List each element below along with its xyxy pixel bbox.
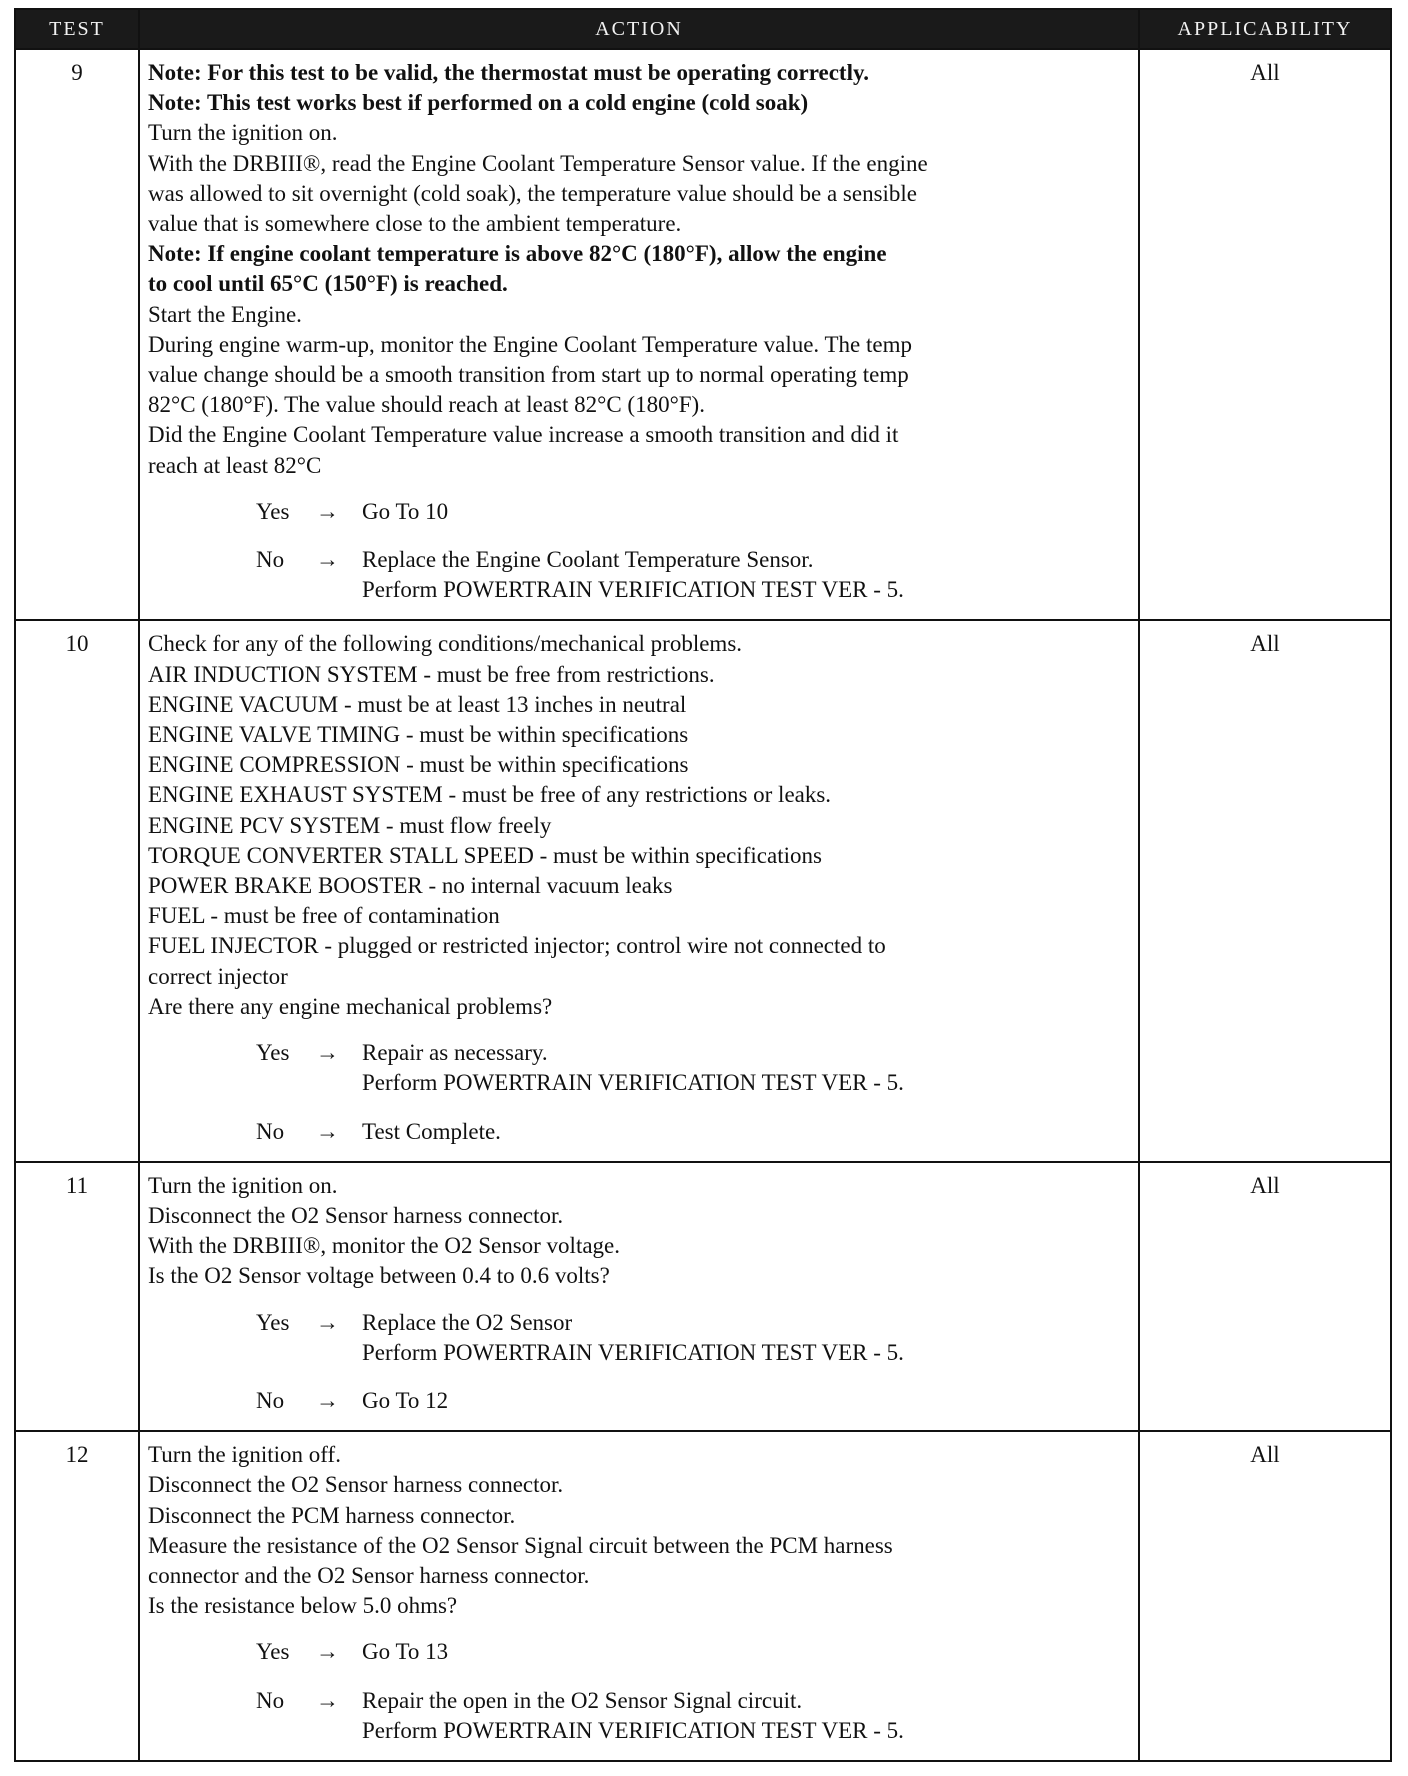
instruction-line: Is the O2 Sensor voltage between 0.4 to 0.6 volts? (148, 1263, 610, 1289)
instruction-line: Are there any engine mechanical problems? (148, 993, 553, 1019)
arrow-right-icon: → (316, 1387, 339, 1413)
outcome-no-label: No (256, 1118, 285, 1144)
arrow-right-icon: → (316, 1309, 339, 1335)
outcome-yes-result (362, 1038, 1130, 1098)
instruction-line: Check for any of the following conditions/mechanical problems. (148, 631, 743, 657)
test-number: 10 (15, 620, 139, 1161)
result-line: Go To 12 (362, 1387, 449, 1413)
test-table (14, 8, 1392, 1762)
action-cell (139, 1162, 1139, 1431)
action-cell (139, 620, 1139, 1161)
instruction-line: FUEL INJECTOR - plugged or restricted injector; control wire not connected to (148, 933, 886, 959)
instruction-line: ENGINE COMPRESSION - must be within specifications (148, 752, 689, 778)
test-number: 11 (15, 1162, 139, 1431)
result-line: Go To 10 (362, 498, 449, 524)
arrow-right-icon: → (316, 1040, 339, 1066)
applicability-cell: All (1139, 1431, 1391, 1761)
outcome-yes (148, 1637, 1130, 1667)
table-row (15, 1162, 1391, 1431)
instruction-line: 82°C (180°F). The value should reach at least 82°C (180°F). (148, 392, 705, 418)
header-applicability: APPLICABILITY (1139, 9, 1391, 49)
outcome-yes (148, 1038, 1130, 1098)
result-line: Perform POWERTRAIN VERIFICATION TEST VER - 5. (362, 1717, 904, 1743)
instruction-line: was allowed to sit overnight (cold soak), the temperature value should be a sensible (148, 180, 918, 206)
instruction-line: Start the Engine. (148, 301, 302, 327)
instruction-line: Turn the ignition on. (148, 120, 338, 146)
outcome-no-label: No (256, 1687, 285, 1713)
outcome-no-result (362, 1386, 1130, 1416)
outcome-yes-label: Yes (256, 1040, 290, 1066)
instruction-line: Did the Engine Coolant Temperature value increase a smooth transition and did it (148, 422, 899, 448)
note-line: to cool until 65°C (150°F) is reached. (148, 271, 508, 297)
outcome-no (148, 545, 1130, 605)
outcome-no-label: No (256, 547, 285, 573)
instruction-line: TORQUE CONVERTER STALL SPEED - must be within specifications (148, 842, 822, 868)
note-line: Note: If engine coolant temperature is above 82°C (180°F), allow the engine (148, 241, 887, 267)
instruction-line: Disconnect the O2 Sensor harness connector. (148, 1472, 564, 1498)
instruction-line: POWER BRAKE BOOSTER - no internal vacuum leaks (148, 873, 673, 899)
applicability-cell: All (1139, 620, 1391, 1161)
instruction-line: During engine warm-up, monitor the Engine Coolant Temperature value. The temp (148, 331, 912, 357)
arrow-right-icon: → (316, 1118, 339, 1144)
applicability-cell: All (1139, 49, 1391, 620)
instruction-line: correct injector (148, 963, 288, 989)
instruction-line: ENGINE VACUUM - must be at least 13 inches in neutral (148, 691, 687, 717)
outcome-yes-result (362, 1637, 1130, 1667)
instruction-line: connector and the O2 Sensor harness connector. (148, 1562, 590, 1588)
instruction-line: With the DRBIII®, monitor the O2 Sensor voltage. (148, 1233, 621, 1259)
result-line: Repair the open in the O2 Sensor Signal circuit. (362, 1687, 803, 1713)
applicability-cell: All (1139, 1162, 1391, 1431)
result-line: Go To 13 (362, 1639, 449, 1665)
diagnostic-test-table (14, 8, 1390, 1762)
result-line: Perform POWERTRAIN VERIFICATION TEST VER - 5. (362, 1070, 904, 1096)
instruction-line: FUEL - must be free of contamination (148, 903, 500, 929)
outcome-no (148, 1117, 1130, 1147)
outcome-yes-result (362, 497, 1130, 527)
table-body (15, 49, 1391, 1761)
table-header-row (15, 9, 1391, 49)
note-line: Note: This test works best if performed on a cold engine (cold soak) (148, 90, 809, 116)
header-action: ACTION (139, 9, 1139, 49)
outcome-yes (148, 1308, 1130, 1368)
result-line: Repair as necessary. (362, 1040, 548, 1066)
outcome-yes-label: Yes (256, 1309, 290, 1335)
result-line: Perform POWERTRAIN VERIFICATION TEST VER - 5. (362, 577, 904, 603)
table-row (15, 1431, 1391, 1761)
test-number: 9 (15, 49, 139, 620)
instruction-line: ENGINE PCV SYSTEM - must flow freely (148, 812, 552, 838)
outcome-yes (148, 497, 1130, 527)
test-number: 12 (15, 1431, 139, 1761)
outcome-no-result (362, 1117, 1130, 1147)
instruction-line: AIR INDUCTION SYSTEM - must be free from restrictions. (148, 661, 715, 687)
instruction-line: Is the resistance below 5.0 ohms? (148, 1593, 458, 1619)
arrow-right-icon: → (316, 547, 339, 573)
instruction-line: ENGINE VALVE TIMING - must be within specifications (148, 722, 689, 748)
instruction-line: Measure the resistance of the O2 Sensor Signal circuit between the PCM harness (148, 1532, 893, 1558)
table-row (15, 620, 1391, 1161)
instruction-line: Disconnect the O2 Sensor harness connector. (148, 1202, 564, 1228)
result-line: Replace the O2 Sensor (362, 1309, 573, 1335)
action-cell (139, 1431, 1139, 1761)
arrow-right-icon: → (316, 1687, 339, 1713)
instruction-line: ENGINE EXHAUST SYSTEM - must be free of any restrictions or leaks. (148, 782, 832, 808)
header-test: TEST (15, 9, 139, 49)
outcome-no-result (362, 545, 1130, 605)
result-line: Test Complete. (362, 1118, 501, 1144)
result-line: Replace the Engine Coolant Temperature Sensor. (362, 547, 814, 573)
arrow-right-icon: → (316, 498, 339, 524)
outcome-yes-label: Yes (256, 498, 290, 524)
outcome-no-label: No (256, 1387, 285, 1413)
arrow-right-icon: → (316, 1639, 339, 1665)
outcome-no (148, 1386, 1130, 1416)
instruction-line: Turn the ignition on. (148, 1172, 338, 1198)
instruction-line: reach at least 82°C (148, 452, 322, 478)
instruction-line: With the DRBIII®, read the Engine Coolant Temperature Sensor value. If the engine (148, 150, 928, 176)
table-row (15, 49, 1391, 620)
action-cell (139, 49, 1139, 620)
result-line: Perform POWERTRAIN VERIFICATION TEST VER - 5. (362, 1339, 904, 1365)
outcome-yes-label: Yes (256, 1639, 290, 1665)
note-line: Note: For this test to be valid, the thermostat must be operating correctly. (148, 60, 869, 85)
instruction-line: Disconnect the PCM harness connector. (148, 1502, 516, 1528)
outcome-no (148, 1686, 1130, 1746)
outcome-no-result (362, 1686, 1130, 1746)
outcome-yes-result (362, 1308, 1130, 1368)
instruction-line: value change should be a smooth transition from start up to normal operating temp (148, 362, 909, 388)
instruction-line: value that is somewhere close to the ambient temperature. (148, 211, 682, 237)
instruction-line: Turn the ignition off. (148, 1442, 341, 1468)
